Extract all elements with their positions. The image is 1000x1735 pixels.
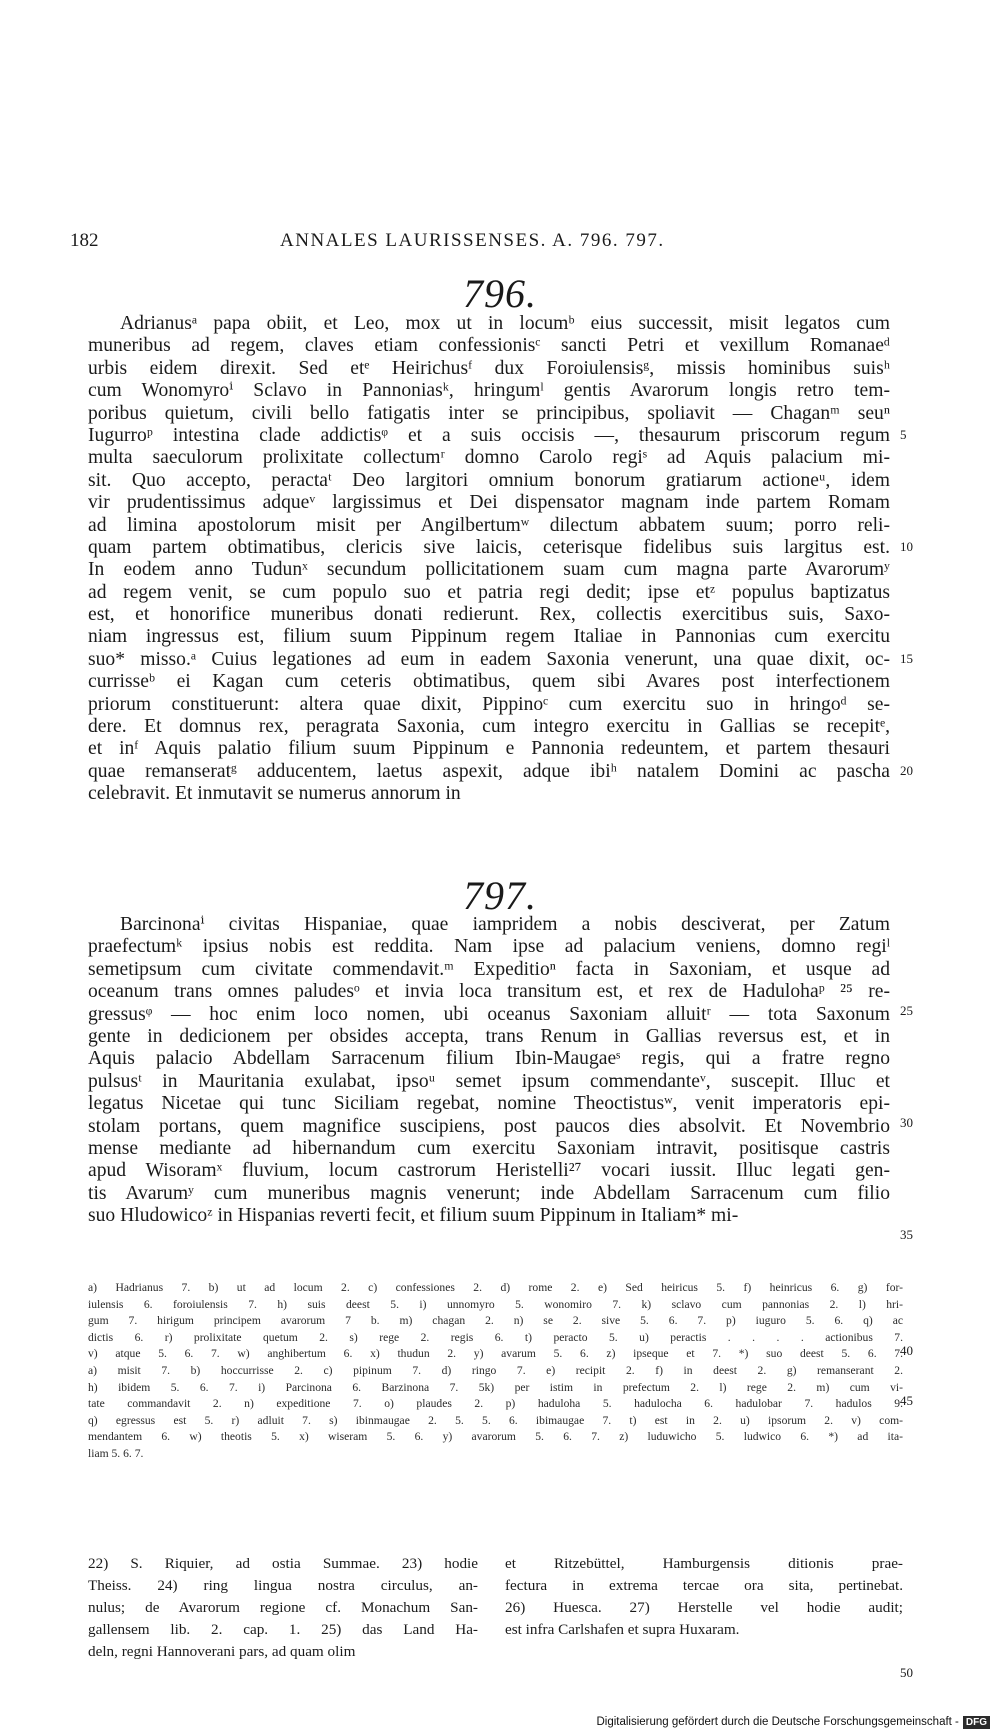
year-heading-796: 796. [463, 271, 537, 316]
text-line: gressusᵠ — hoc enim loco nomen, ubi oceanus Saxoniam alluitʳ — tota Saxonum [88, 1003, 890, 1025]
text-line: In eodem anno Tudunˣ secundum pollicitationem suam cum magna parte Avarorumʸ [88, 559, 890, 581]
text-line: Iugurroᵖ intestina clade addictisᵠ et a suis occisis —, thesaurum priscorum regum [88, 424, 890, 446]
running-title: ANNALES LAURISSENSES. A. 796. 797. [280, 230, 665, 251]
text-line: est, et honorifice muneribus donati redierunt. Rex, collectis exercitibus suis, Saxo- [88, 604, 890, 626]
digitization-footer [596, 1713, 990, 1731]
apparatus-line: v) atque 5. 6. 7. w) anghibertum 6. x) thudun 2. y) avarum 5. 6. z) ipseque et 7. *) suo deest 5. 6. 7. [88, 1347, 903, 1361]
apparatus-line: gum 7. hirigum principem avarorum 7 b. m) chagan 2. n) se 2. sive 5. 6. 7. p) iuguro 5. 6. q) ac [88, 1314, 903, 1328]
line-number: 5 [900, 427, 907, 442]
line-number: 40 [900, 1343, 913, 1358]
apparatus-line: q) egressus est 5. r) adluit 7. s) ibinmaugae 2. 5. 5. 6. ibimaugae 7. t) est in 2. u) ipsorum 2. v) com- [88, 1413, 903, 1427]
text-line: dere. Et domnus rex, peragrata Saxonia, cum integro exercitu in Gallias se recepitᵉ, [88, 716, 890, 738]
apparatus-line: tate commandavit 2. n) expeditione 7. o) plaudes 2. p) haduloha 5. hadulocha 6. hadulobar 7. hadulos 9. [88, 1397, 903, 1411]
text-line: cum Wonomyroⁱ Sclavo in Pannoniasᵏ, hringumˡ gentis Avarorum longis retro tem- [88, 380, 890, 402]
text-line: oceanum trans omnes paludesᵒ et invia loca transitum est, et rex de Hadulohaᵖ ²⁵ re- [88, 981, 890, 1003]
footnote-line: gallensem lib. 2. cap. 1. 25) das Land Ha- [88, 1621, 478, 1638]
text-line: Barcinonaⁱ civitas Hispaniae, quae iampridem a nobis desciverat, per Zatum [120, 914, 890, 935]
apparatus-line: iulensis 6. foroiulensis 7. h) suis deest 5. i) unnomyro 5. wonomiro 7. k) sclavo cum pannonias 2. l) hri- [88, 1297, 903, 1311]
line-number: 15 [900, 651, 913, 666]
footnote-line: fectura in extrema tercae ora sita, pertinebat. [505, 1577, 903, 1594]
text-line: Aquis palacio Abdellam Sarracenum filium Ibin-Maugaeˢ regis, qui a fratre regno [88, 1048, 890, 1070]
year-heading-797: 797. [463, 873, 537, 918]
apparatus-line: liam 5. 6. 7. [88, 1446, 144, 1460]
apparatus-line: a) Hadrianus 7. b) ut ad locum 2. c) confessiones 2. d) rome 2. e) Sed heiricus 5. f) heinricus 6. g) for- [88, 1281, 903, 1294]
text-line: praefectumᵏ ipsius nobis est reddita. Nam ipse ad palacium veniens, domno regiˡ [88, 936, 890, 958]
text-line: ad limina apostolorum misit per Angilbertumʷ dilectum abbatem suum; porro reli- [88, 514, 890, 536]
apparatus-line: mendantem 6. w) theotis 5. x) wiseram 5. 6. y) avarorum 5. 6. 7. z) luduwicho 5. ludwico 6. *) ad ita- [88, 1430, 903, 1444]
line-number: 45 [900, 1393, 913, 1408]
text-line: ad regem venit, se cum populo suo et patria regi dedit; ipse etᶻ populus baptizatus [88, 581, 890, 603]
critical-apparatus [88, 1280, 903, 1463]
text-line: tis Avarumʸ cum muneribus magnis venerunt; inde Abdellam Sarracenum cum filio [88, 1182, 890, 1204]
footnote-line: 26) Huesca. 27) Herstelle vel hodie audit; [505, 1599, 903, 1616]
text-line: celebravit. Et inmutavit se numerus annorum in [88, 783, 461, 805]
line-number: 35 [900, 1227, 913, 1242]
section-796-text [88, 313, 890, 806]
apparatus-line: a) misit 7. b) hoccurrisse 2. c) pipinum 7. d) ringo 7. e) recipit 2. f) in deest 2. g) remanserant 2. [88, 1363, 903, 1377]
apparatus-line: h) ibidem 5. 6. 7. i) Parcinona 6. Barzinona 7. 5k) per istim in prefectum 2. l) rege 2. m) cum vi- [88, 1380, 903, 1394]
text-line: apud Wisoramˣ fluvium, locum castrorum Heristelli²⁷ vocari iussit. Illuc legati gen- [88, 1160, 890, 1182]
text-line: semetipsum cum civitate commendavit.ᵐ Expeditioⁿ facta in Saxoniam, et usque ad [88, 958, 890, 980]
text-line: mense mediante ad hibernandum cum exercitu Saxoniam intravit, positisque castris [88, 1137, 890, 1159]
footnotes-left-column [88, 1553, 478, 1663]
footnote-line: est infra Carlshafen et supra Huxaram. [505, 1621, 740, 1638]
text-line: quam partem obtimatibus, clericis sive laicis, ceterisque fidelibus suis largitus est. [88, 536, 890, 558]
text-line: urbis eidem direxit. Sed etᵉ Heirichusᶠ dux Foroiulensisᵍ, missis hominibus suisʰ [88, 357, 890, 379]
text-line: et inᶠ Aquis palatio filium suum Pippinum e Pannonia redeuntem, et partem thesauri [88, 738, 890, 760]
text-line: poribus quietum, civili bello fatigatis inter se principibus, spoliavit — Chaganᵐ seuⁿ [88, 402, 890, 424]
line-number: 20 [900, 763, 913, 778]
text-line: pulsusᵗ in Mauritania exulabat, ipsoᵘ semet ipsum commendanteᵛ, suscepit. Illuc et [88, 1070, 890, 1092]
text-line: multa saeculorum prolixitate collectumʳ domno Carolo regiˢ ad Aquis palacium mi- [88, 447, 890, 469]
footnote-line: nulus; de Avarorum regione cf. Monachum San- [88, 1599, 478, 1616]
text-line: gente in dedicionem per obsides accepta, trans Renum in Gallias reversus est, et in [88, 1025, 890, 1047]
text-line: suo* misso.ᵃ Cuius legationes ad eum in eadem Saxonia venerunt, una quae dixit, oc- [88, 648, 890, 670]
line-number: 25 [900, 1003, 913, 1018]
section-797-text [88, 914, 890, 1227]
text-line: vir prudentissimus adqueᵛ largissimus et Dei dispensator magnam inde partem Romam [88, 492, 890, 514]
footnote-line: Theiss. 24) ring lingua nostra circulus, an- [88, 1577, 478, 1594]
running-head [70, 230, 910, 256]
text-line: quae remanseratᵍ adducentem, laetus aspexit, adque ibiʰ natalem Domini ac pascha [88, 760, 890, 782]
dfg-logo: DFG [963, 1716, 990, 1729]
footnote-line: et Ritzebüttel, Hamburgensis ditionis prae- [505, 1555, 903, 1572]
text-line: stolam portans, quem magnifice suscipiens, post paucos dies absolvit. Et Novembrio [88, 1115, 890, 1137]
apparatus-line: dictis 6. r) prolixitate quetum 2. s) rege 2. regis 6. t) peracto 5. u) peractis . . . . actionibus 7. [88, 1330, 903, 1344]
line-number: 50 [900, 1665, 913, 1680]
line-number: 10 [900, 539, 913, 554]
text-line: niam ingressus est, filium suum Pippinum regem Italiae in Pannonias cum exercitu [88, 626, 890, 648]
text-line: sit. Quo accepto, peractaᵗ Deo largitori omnium bonorum gratiarum actioneᵘ, idem [88, 469, 890, 491]
line-number: 30 [900, 1115, 913, 1130]
text-line: suo Hludowicoᶻ in Hispanias reverti fecit, et filium suum Pippinum in Italiam* mi- [88, 1205, 739, 1227]
text-line: legatus Nicetae qui tunc Siciliam regebat, nomine Theoctistusʷ, venit imperatoris epi- [88, 1093, 890, 1115]
text-line: muneribus ad regem, claves etiam confessionisᶜ sancti Petri et vexillum Romanaeᵈ [88, 335, 890, 357]
page-number: 182 [70, 230, 99, 251]
footnotes-right-column [505, 1553, 903, 1641]
text-line: currisseᵇ ei Kagan cum ceteris obtimatibus, quem sibi Avares post interfectionem [88, 671, 890, 693]
footnote-line: 22) S. Riquier, ad ostia Summae. 23) hodie [88, 1555, 478, 1572]
footer-credit: Digitalisierung gefördert durch die Deutsche Forschungsgemeinschaft - [596, 1716, 959, 1728]
footnote-line: deln, regni Hannoverani pars, ad quam olim [88, 1643, 356, 1660]
text-line: priorum constituerunt: altera quae dixit, Pippinoᶜ cum exercitu suo in hringoᵈ se- [88, 693, 890, 715]
text-line: Adrianusᵃ papa obiit, et Leo, mox ut in locumᵇ eius successit, misit legatos cum [120, 313, 890, 334]
